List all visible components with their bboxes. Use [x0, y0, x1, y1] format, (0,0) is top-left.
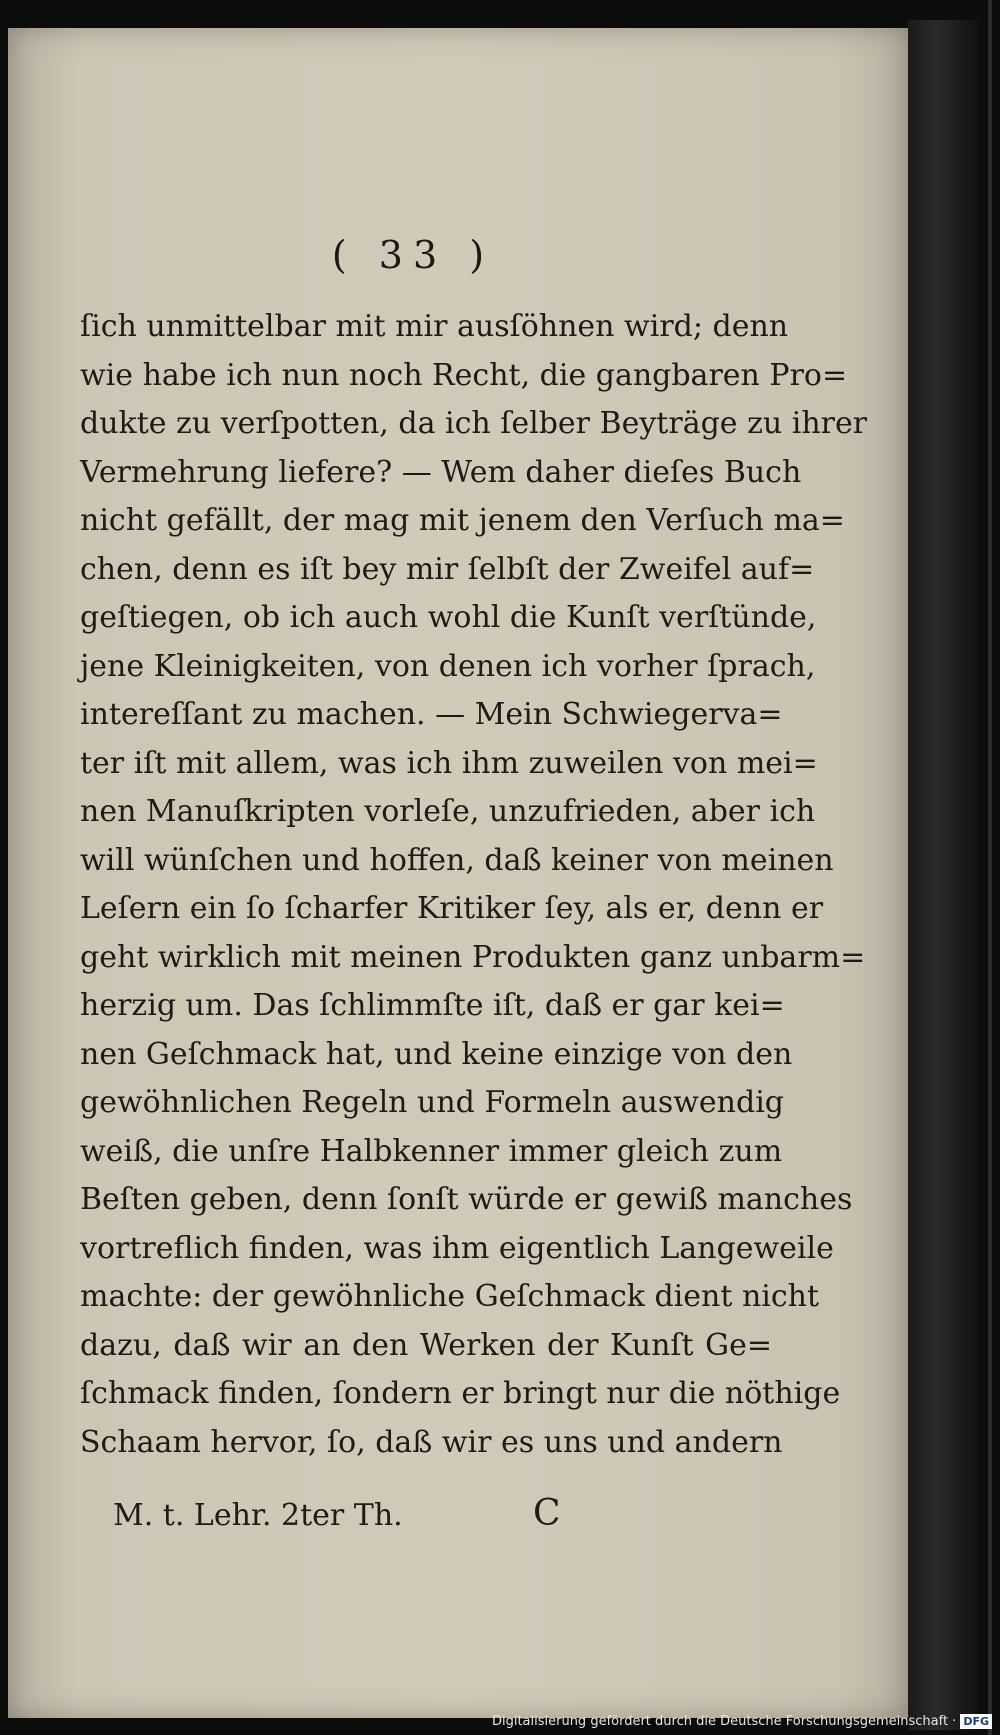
- text-line: jene Kleinigkeiten, von denen ich vorher ſprach,: [80, 648, 816, 684]
- text-line: nen Manuſkripten vorleſe, unzufrieden, aber ich: [80, 794, 816, 829]
- text-line: nicht gefällt, der mag mit jenem den Verſuch ma=: [80, 503, 845, 538]
- text-line: Leſern ein ſo ſcharfer Kritiker ſey, als er, denn er: [80, 891, 824, 926]
- text-line: ſchmack finden, ſondern er bringt nur die nöthige: [80, 1376, 841, 1411]
- credit-text: Digitalisierung gefördert durch die Deutsche Forschungsgemeinschaft ·: [491, 1714, 957, 1729]
- text-line: gewöhnlichen Regeln und Formeln auswendig: [80, 1085, 784, 1120]
- text-line: geht wirklich mit meinen Produkten ganz unbarm=: [80, 939, 866, 975]
- text-line: wie habe ich nun noch Recht, die gangbaren Pro=: [80, 357, 848, 393]
- signature-line: M. t. Lehr. 2ter Th.: [113, 1498, 403, 1533]
- signature-mark: C: [533, 1493, 561, 1534]
- text-line: machte: der gewöhnliche Geſchmack dient nicht: [80, 1279, 820, 1314]
- text-line: chen, denn es iſt bey mir ſelbſt der Zweifel auf=: [80, 551, 815, 587]
- text-line: weiß, die unſre Halbkenner immer gleich zum: [80, 1133, 783, 1169]
- book-page: [8, 28, 908, 1718]
- dfg-logo: DFG: [960, 1714, 992, 1729]
- page-number: ( 33 ): [331, 233, 495, 277]
- page-body: [80, 303, 868, 1467]
- text-line: Vermehrung liefere? — Wem daher dieſes Buch: [80, 454, 802, 490]
- text-line: nen Geſchmack hat, und keine einzige von den: [80, 1036, 793, 1072]
- text-line: intereſſant zu machen. — Mein Schwiegerva=: [80, 697, 783, 732]
- text-line: Beſten geben, denn ſonſt würde er gewiß manches: [80, 1182, 853, 1217]
- text-line: vortreflich finden, was ihm eigentlich Langeweile: [80, 1230, 834, 1266]
- text-line: will wünſchen und hoffen, daß keiner von meinen: [80, 842, 834, 878]
- text-line: ſich unmittelbar mit mir ausſöhnen wird; denn: [80, 309, 789, 344]
- text-line: ter iſt mit allem, was ich ihm zuweilen von mei=: [80, 745, 818, 781]
- text-line: geſtiegen, ob ich auch wohl die Kunſt verſtünde,: [80, 600, 817, 635]
- text-line: dazu, daß wir an den Werken der Kunſt Ge=: [80, 1327, 772, 1363]
- text-line: dukte zu verſpotten, da ich ſelber Beyträge zu ihrer: [80, 406, 868, 441]
- digitization-credit: [492, 1714, 992, 1729]
- book-spine: [988, 0, 992, 1735]
- book-edge: [908, 20, 978, 1730]
- text-line: Schaam hervor, ſo, daß wir es uns und andern: [80, 1424, 783, 1460]
- text-line: herzig um. Das ſchlimmſte iſt, daß er gar kei=: [80, 988, 785, 1023]
